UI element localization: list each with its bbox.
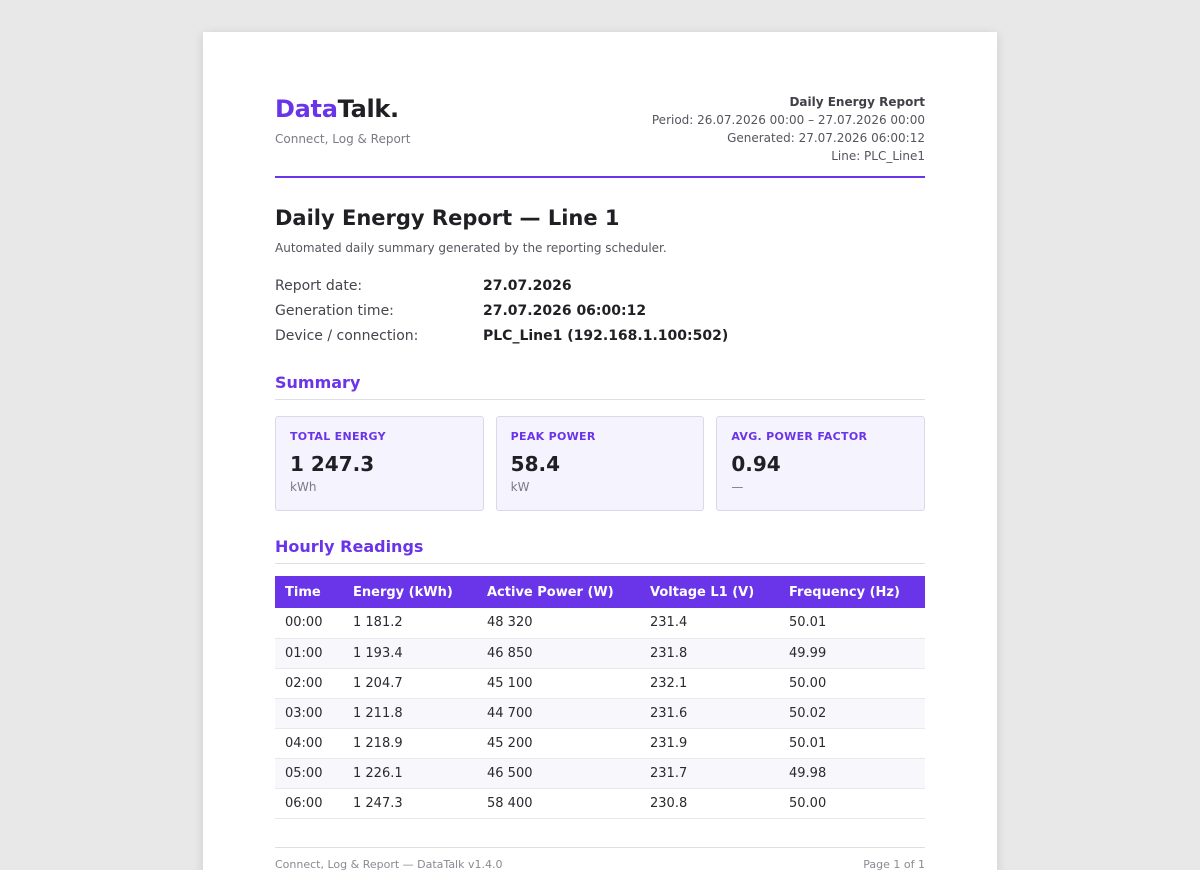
summary-cards [275, 416, 925, 511]
table-row [275, 638, 925, 668]
table-cell: 45 200 [477, 728, 640, 758]
table-cell: 49.99 [779, 638, 925, 668]
table-row [275, 788, 925, 818]
table-cell: 45 100 [477, 668, 640, 698]
meta-period: Period: 26.07.2026 00:00 – 27.07.2026 00:00 [651, 113, 925, 127]
info-value: 27.07.2026 06:00:12 [483, 302, 647, 319]
hourly-heading: Hourly Readings [275, 537, 925, 564]
table-row [275, 728, 925, 758]
brand-tagline: Connect, Log & Report [275, 132, 411, 146]
summary-heading: Summary [275, 373, 925, 400]
card-unit: kW [510, 480, 530, 494]
report-title: Daily Energy Report — Line 1 [275, 206, 620, 230]
column-header: Time [275, 576, 343, 608]
card-value: 1 247.3 [290, 452, 375, 476]
table-cell: 1 218.9 [343, 728, 477, 758]
table-cell: 231.6 [640, 698, 779, 728]
card-unit: — [731, 480, 744, 494]
table-cell: 1 181.2 [343, 608, 477, 638]
table-cell: 06:00 [275, 788, 343, 818]
table-cell: 1 247.3 [343, 788, 477, 818]
card-value: 0.94 [731, 452, 781, 476]
report-info [275, 273, 925, 348]
table-cell: 48 320 [477, 608, 640, 638]
card-label: AVG. POWER FACTOR [731, 430, 868, 443]
card-label: TOTAL ENERGY [290, 430, 386, 443]
table-cell: 03:00 [275, 698, 343, 728]
table-cell: 231.9 [640, 728, 779, 758]
report-meta [652, 93, 925, 165]
meta-title: Daily Energy Report [789, 95, 925, 109]
table-cell: 02:00 [275, 668, 343, 698]
info-value: PLC_Line1 (192.168.1.100:502) [483, 327, 729, 344]
report-header [275, 32, 925, 178]
table-cell: 230.8 [640, 788, 779, 818]
table-cell: 50.00 [779, 788, 925, 818]
table-cell: 50.02 [779, 698, 925, 728]
column-header: Active Power (W) [477, 576, 640, 608]
meta-line: Line: PLC_Line1 [831, 149, 925, 163]
table-cell: 50.01 [779, 608, 925, 638]
brand-logo [275, 94, 399, 124]
table-row [275, 698, 925, 728]
table-cell: 00:00 [275, 608, 343, 638]
table-row [275, 668, 925, 698]
brand-logo-part1: Data [275, 95, 338, 123]
table-cell: 58 400 [477, 788, 640, 818]
table-cell: 44 700 [477, 698, 640, 728]
info-row-generation-time [275, 298, 925, 323]
card-label: PEAK POWER [510, 430, 596, 443]
card-peak-power [496, 416, 705, 511]
hourly-table [275, 576, 925, 819]
table-cell: 1 193.4 [343, 638, 477, 668]
table-cell: 01:00 [275, 638, 343, 668]
table-cell: 1 204.7 [343, 668, 477, 698]
table-cell: 1 226.1 [343, 758, 477, 788]
card-total-energy [275, 416, 484, 511]
column-header: Frequency (Hz) [779, 576, 925, 608]
table-cell: 50.00 [779, 668, 925, 698]
table-cell: 1 211.8 [343, 698, 477, 728]
report-subtitle: Automated daily summary generated by the reporting scheduler. [275, 241, 667, 255]
table-cell: 231.8 [640, 638, 779, 668]
card-value: 58.4 [510, 452, 561, 476]
table-cell: 04:00 [275, 728, 343, 758]
info-value: 27.07.2026 [483, 277, 572, 294]
meta-generated: Generated: 27.07.2026 06:00:12 [727, 131, 925, 145]
brand-logo-part2: Talk. [337, 95, 399, 123]
report-page [203, 32, 997, 870]
info-row-report-date [275, 273, 925, 298]
table-cell: 05:00 [275, 758, 343, 788]
table-cell: 232.1 [640, 668, 779, 698]
table-row [275, 608, 925, 638]
table-cell: 231.7 [640, 758, 779, 788]
footer-left: Connect, Log & Report — DataTalk v1.4.0 [275, 858, 503, 870]
report-footer [275, 847, 925, 870]
table-cell: 46 500 [477, 758, 640, 788]
table-row [275, 758, 925, 788]
info-row-device [275, 323, 925, 348]
table-cell: 49.98 [779, 758, 925, 788]
page-number: Page 1 of 1 [863, 858, 925, 870]
info-label: Generation time: [275, 302, 394, 319]
info-label: Report date: [275, 277, 363, 294]
table-cell: 231.4 [640, 608, 779, 638]
info-label: Device / connection: [275, 327, 419, 344]
column-header: Energy (kWh) [343, 576, 477, 608]
column-header: Voltage L1 (V) [640, 576, 779, 608]
table-cell: 46 850 [477, 638, 640, 668]
card-power-factor [716, 416, 925, 511]
card-unit: kWh [290, 480, 317, 494]
table-header-row [275, 576, 925, 608]
table-cell: 50.01 [779, 728, 925, 758]
